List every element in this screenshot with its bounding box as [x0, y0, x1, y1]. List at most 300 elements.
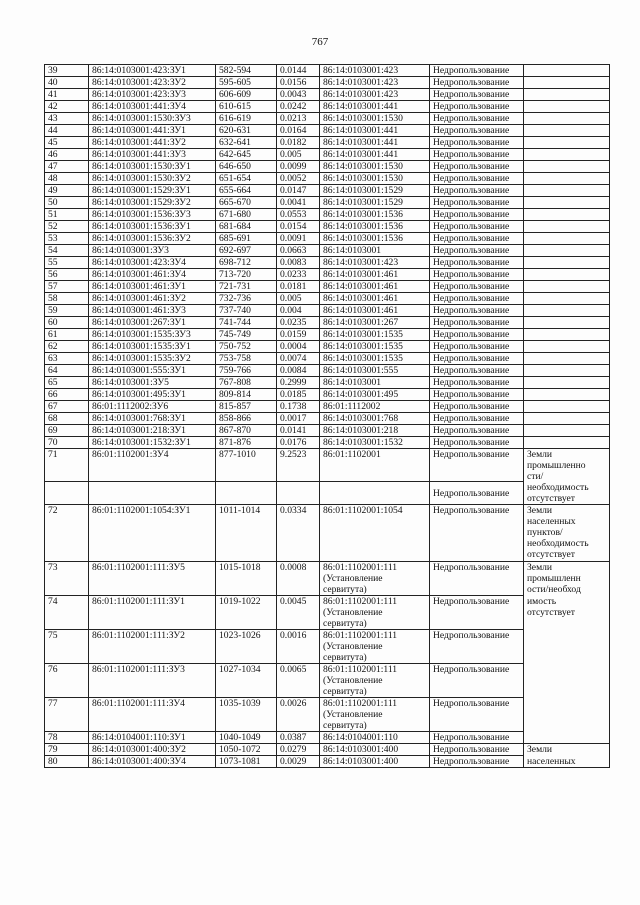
plot-area: 0.0099: [277, 161, 320, 173]
cadastral-number: 86:14:0103001:267: [320, 317, 430, 329]
row-number: 53: [45, 233, 89, 245]
table-row: [45, 269, 610, 281]
land-category: Земли промышленн ости/необход: [524, 562, 610, 596]
plot-area: 0.0084: [277, 365, 320, 377]
plot-area: 0.005: [277, 293, 320, 305]
plot-area: 0.0026: [277, 698, 320, 732]
table-row: [45, 197, 610, 209]
usage-type: Недропользование: [430, 562, 524, 596]
row-number: 54: [45, 245, 89, 257]
plot-id: 86:14:0103001:ЗУ3: [89, 245, 216, 257]
point-range: 692-697: [216, 245, 277, 257]
point-range: 610-615: [216, 101, 277, 113]
table-row: [45, 305, 610, 317]
plot-area: 0.0176: [277, 437, 320, 449]
plot-id: 86:14:0103001:1535:ЗУ1: [89, 341, 216, 353]
table-row: [45, 756, 610, 768]
land-category: [524, 137, 610, 149]
plot-area: 0.0156: [277, 77, 320, 89]
table-row: [45, 233, 610, 245]
point-range: 1019-1022: [216, 596, 277, 630]
plot-id: 86:14:0103001:768:ЗУ1: [89, 413, 216, 425]
usage-type: Недропользование: [430, 413, 524, 425]
usage-type: Недропользование: [430, 437, 524, 449]
land-category: [524, 77, 610, 89]
point-range: 1040-1049: [216, 732, 277, 744]
point-range: 732-736: [216, 293, 277, 305]
land-category: [524, 281, 610, 293]
plot-id: 86:14:0103001:461:ЗУ1: [89, 281, 216, 293]
plot-id: 86:14:0103001:461:ЗУ2: [89, 293, 216, 305]
cadastral-number: 86:01:1102001:111 (Установление сервитута): [320, 562, 430, 596]
row-number: 71: [45, 449, 89, 482]
plot-id: 86:14:0103001:441:ЗУ3: [89, 149, 216, 161]
land-category: [524, 377, 610, 389]
row-number: 58: [45, 293, 89, 305]
plot-area: 0.0154: [277, 221, 320, 233]
plot-area: 0.0242: [277, 101, 320, 113]
point-range: 698-712: [216, 257, 277, 269]
land-category: [524, 305, 610, 317]
land-category: [524, 245, 610, 257]
plot-area: 0.004: [277, 305, 320, 317]
plot-id: 86:14:0103001:441:ЗУ4: [89, 101, 216, 113]
table-row: [45, 281, 610, 293]
plot-id: 86:01:1102001:ЗУ4: [89, 449, 216, 482]
cadastral-number: 86:01:1102001:111 (Установление сервитута): [320, 630, 430, 664]
land-category: [524, 221, 610, 233]
usage-type: Недропользование: [430, 185, 524, 197]
plot-id: 86:14:0103001:441:ЗУ2: [89, 137, 216, 149]
land-category: [524, 353, 610, 365]
usage-type: Недропользование: [430, 630, 524, 664]
table-row: [45, 377, 610, 389]
cadastral-number: 86:14:0103001:1535: [320, 341, 430, 353]
table-row: [45, 401, 610, 413]
table-row: [45, 293, 610, 305]
point-range: 871-876: [216, 437, 277, 449]
plot-area: 0.0091: [277, 233, 320, 245]
plot-id: 86:14:0103001:1535:ЗУ3: [89, 329, 216, 341]
row-number: 74: [45, 596, 89, 630]
cadastral-number: 86:14:0103001:1535: [320, 353, 430, 365]
row-number: 44: [45, 125, 89, 137]
cadastral-number: 86:14:0103001: [320, 245, 430, 257]
plot-area: 0.0235: [277, 317, 320, 329]
plot-area: 0.0181: [277, 281, 320, 293]
cadastral-number: 86:14:0103001:495: [320, 389, 430, 401]
point-range: 642-645: [216, 149, 277, 161]
cadastral-number: 86:14:0103001:400: [320, 744, 430, 756]
usage-type: Недропользование: [430, 732, 524, 744]
land-category: [524, 89, 610, 101]
point-range: 651-654: [216, 173, 277, 185]
point-range: 1035-1039: [216, 698, 277, 732]
point-range: 1073-1081: [216, 756, 277, 768]
row-number: 59: [45, 305, 89, 317]
plot-area: 0.0017: [277, 413, 320, 425]
land-category: [524, 389, 610, 401]
plot-id: 86:01:1112002:ЗУ6: [89, 401, 216, 413]
point-range: 809-814: [216, 389, 277, 401]
row-number: 52: [45, 221, 89, 233]
cadastral-number: 86:14:0103001: [320, 377, 430, 389]
land-category: [524, 437, 610, 449]
plot-area: 0.0141: [277, 425, 320, 437]
point-range: 595-605: [216, 77, 277, 89]
plot-area: 0.0016: [277, 630, 320, 664]
plot-area: 0.0045: [277, 596, 320, 630]
usage-type: Недропользование: [430, 101, 524, 113]
cadastral-number: 86:14:0103001:461: [320, 305, 430, 317]
plot-area: 0.0041: [277, 197, 320, 209]
cadastral-number: 86:14:0103001:1535: [320, 329, 430, 341]
plot-id: 86:14:0103001:400:ЗУ2: [89, 744, 216, 756]
plot-area: 0.0553: [277, 209, 320, 221]
plot-id: 86:14:0103001:ЗУ5: [89, 377, 216, 389]
usage-type: Недропользование: [430, 257, 524, 269]
table-row: [45, 744, 610, 756]
table-row: [45, 257, 610, 269]
cadastral-number: 86:14:0103001:461: [320, 269, 430, 281]
land-category: Земли населенных пунктов/ необходимость отсутствует: [524, 505, 610, 562]
cadastral-number: 86:14:0103001:461: [320, 281, 430, 293]
usage-type: Недропользование: [430, 389, 524, 401]
plot-area: 0.0029: [277, 756, 320, 768]
row-number: 48: [45, 173, 89, 185]
cadastral-number: 86:01:1102001: [320, 449, 430, 482]
cadastral-number: 86:14:0103001:1530: [320, 113, 430, 125]
page-number: 767: [311, 36, 329, 48]
cadastral-number: 86:14:0103001:441: [320, 125, 430, 137]
point-range: 815-857: [216, 401, 277, 413]
row-number: 46: [45, 149, 89, 161]
plot-id: 86:14:0103001:1532:ЗУ1: [89, 437, 216, 449]
row-number: 56: [45, 269, 89, 281]
plot-area: 0.2999: [277, 377, 320, 389]
usage-type: Недропользование: [430, 89, 524, 101]
row-number: 77: [45, 698, 89, 732]
plot-area: 0.0147: [277, 185, 320, 197]
cadastral-number: 86:01:1102001:111 (Установление сервитута): [320, 596, 430, 630]
cadastral-number: 86:14:0103001:1530: [320, 161, 430, 173]
row-number: 62: [45, 341, 89, 353]
plot-area: 0.0083: [277, 257, 320, 269]
plot-id: 86:01:1102001:111:ЗУ1: [89, 596, 216, 630]
point-range: 606-609: [216, 89, 277, 101]
land-category: [524, 233, 610, 245]
point-range: 1011-1014: [216, 505, 277, 562]
plot-id: 86:14:0103001:1530:ЗУ3: [89, 113, 216, 125]
point-range: 582-594: [216, 65, 277, 77]
usage-type: Недропользование: [430, 425, 524, 437]
table-row: [45, 89, 610, 101]
usage-type: Недропользование: [430, 269, 524, 281]
point-range: 681-684: [216, 221, 277, 233]
table-row: [45, 562, 610, 596]
table-row: [45, 341, 610, 353]
point-range: 721-731: [216, 281, 277, 293]
plot-id: 86:14:0103001:1529:ЗУ1: [89, 185, 216, 197]
usage-type: Недропользование: [430, 293, 524, 305]
land-category: [524, 149, 610, 161]
point-range: 671-680: [216, 209, 277, 221]
usage-type: Недропользование: [430, 221, 524, 233]
land-category: [524, 161, 610, 173]
point-range: 616-619: [216, 113, 277, 125]
usage-type: Недропользование: [430, 365, 524, 377]
plot-id: 86:01:1102001:111:ЗУ2: [89, 630, 216, 664]
row-number: 69: [45, 425, 89, 437]
row-number: 51: [45, 209, 89, 221]
row-number: 68: [45, 413, 89, 425]
plot-id: 86:01:1102001:1054:ЗУ1: [89, 505, 216, 562]
plot-id: 86:14:0103001:400:ЗУ4: [89, 756, 216, 768]
point-range: 646-650: [216, 161, 277, 173]
usage-type: Недропользование: [430, 245, 524, 257]
row-number: 47: [45, 161, 89, 173]
plot-area: 0.0663: [277, 245, 320, 257]
row-number: 79: [45, 744, 89, 756]
row-number: 41: [45, 89, 89, 101]
land-category: [524, 401, 610, 413]
land-category: [524, 185, 610, 197]
plot-id: 86:14:0103001:423:ЗУ4: [89, 257, 216, 269]
plot-id: 86:14:0103001:441:ЗУ1: [89, 125, 216, 137]
usage-type: Недропользование: [430, 756, 524, 768]
cadastral-number: 86:14:0103001:441: [320, 137, 430, 149]
usage-type: Недропользование: [430, 744, 524, 756]
table-row: [45, 101, 610, 113]
usage-type: Недропользование: [430, 197, 524, 209]
plot-id: 86:01:1102001:111:ЗУ5: [89, 562, 216, 596]
row-number: 49: [45, 185, 89, 197]
land-category: [524, 425, 610, 437]
point-range: 737-740: [216, 305, 277, 317]
usage-type: Недропользование: [430, 209, 524, 221]
land-category: [524, 365, 610, 377]
point-range: 741-744: [216, 317, 277, 329]
plot-area: 0.0043: [277, 89, 320, 101]
land-plot-table-container: [44, 64, 609, 768]
point-range: 1050-1072: [216, 744, 277, 756]
row-number: 55: [45, 257, 89, 269]
cadastral-number: 86:01:1102001:1054: [320, 505, 430, 562]
table-row: [45, 329, 610, 341]
table-row: [45, 77, 610, 89]
land-plot-table: [44, 64, 610, 768]
plot-area: 0.0233: [277, 269, 320, 281]
plot-area: 0.0387: [277, 732, 320, 744]
table-row: [45, 437, 610, 449]
plot-id: 86:14:0103001:1530:ЗУ2: [89, 173, 216, 185]
usage-type: Недропользование: [430, 698, 524, 732]
point-range: 759-766: [216, 365, 277, 377]
land-category: Земли: [524, 744, 610, 756]
point-range: 632-641: [216, 137, 277, 149]
usage-type: Недропользование: [430, 149, 524, 161]
plot-id: 86:14:0103001:1536:ЗУ2: [89, 233, 216, 245]
table-row: [45, 596, 610, 630]
cadastral-number: 86:14:0103001:1536: [320, 221, 430, 233]
land-category: [524, 329, 610, 341]
plot-area: 0.0074: [277, 353, 320, 365]
usage-type: Недропользование: [430, 401, 524, 413]
usage-type: Недропользование: [430, 233, 524, 245]
point-range: 1027-1034: [216, 664, 277, 698]
table-row: [45, 161, 610, 173]
plot-id: 86:14:0103001:218:ЗУ1: [89, 425, 216, 437]
plot-area: 0.0004: [277, 341, 320, 353]
point-range: 655-664: [216, 185, 277, 197]
usage-type: Недропользование: [430, 317, 524, 329]
point-range: 750-752: [216, 341, 277, 353]
cadastral-number: 86:14:0103001:441: [320, 101, 430, 113]
table-row: [45, 221, 610, 233]
table-row: [45, 505, 610, 562]
row-number: 63: [45, 353, 89, 365]
point-range: 877-1010: [216, 449, 277, 482]
row-number: 57: [45, 281, 89, 293]
usage-type: Недропользование: [430, 353, 524, 365]
cadastral-number: 86:14:0103001:423: [320, 65, 430, 77]
land-category: [524, 293, 610, 305]
cadastral-number: 86:14:0103001:1529: [320, 197, 430, 209]
table-row: [45, 413, 610, 425]
plot-id: 86:14:0104001:110:ЗУ1: [89, 732, 216, 744]
usage-type: Недропользование: [430, 482, 524, 505]
plot-area: 0.005: [277, 149, 320, 161]
row-number: 75: [45, 630, 89, 664]
cadastral-number: 86:01:1102001:111 (Установление сервитута): [320, 698, 430, 732]
row-number: 39: [45, 65, 89, 77]
land-category: [524, 125, 610, 137]
plot-id: 86:14:0103001:423:ЗУ1: [89, 65, 216, 77]
usage-type: Недропользование: [430, 113, 524, 125]
land-category: [524, 209, 610, 221]
row-number: 40: [45, 77, 89, 89]
plot-id: 86:14:0103001:1536:ЗУ1: [89, 221, 216, 233]
point-range: 713-720: [216, 269, 277, 281]
plot-id: 86:14:0103001:1535:ЗУ2: [89, 353, 216, 365]
plot-area: 0.0159: [277, 329, 320, 341]
land-category: имость отсутствует: [524, 596, 610, 630]
usage-type: Недропользование: [430, 341, 524, 353]
cadastral-number: 86:14:0103001:423: [320, 89, 430, 101]
plot-id: 86:14:0103001:1536:ЗУ3: [89, 209, 216, 221]
table-row: [45, 245, 610, 257]
point-range: 1015-1018: [216, 562, 277, 596]
plot-id: 86:14:0103001:495:ЗУ1: [89, 389, 216, 401]
plot-area: 0.0052: [277, 173, 320, 185]
cadastral-number: 86:14:0104001:110: [320, 732, 430, 744]
plot-area: 0.0065: [277, 664, 320, 698]
point-range: 745-749: [216, 329, 277, 341]
plot-id: 86:14:0103001:461:ЗУ4: [89, 269, 216, 281]
cadastral-number: 86:14:0103001:423: [320, 77, 430, 89]
usage-type: Недропользование: [430, 377, 524, 389]
table-row: [45, 664, 610, 698]
row-number: 67: [45, 401, 89, 413]
point-range: 685-691: [216, 233, 277, 245]
land-category: [524, 317, 610, 329]
land-category: [524, 197, 610, 209]
plot-area: 0.0185: [277, 389, 320, 401]
table-body: [45, 65, 610, 768]
row-number: 42: [45, 101, 89, 113]
row-number: 64: [45, 365, 89, 377]
row-number: 65: [45, 377, 89, 389]
cadastral-number: 86:14:0103001:218: [320, 425, 430, 437]
cadastral-number: 86:14:0103001:1529: [320, 185, 430, 197]
table-row: [45, 389, 610, 401]
land-category: [524, 173, 610, 185]
cadastral-number: 86:14:0103001:1536: [320, 209, 430, 221]
cadastral-number: 86:14:0103001:423: [320, 257, 430, 269]
cadastral-number: 86:01:1102001:111 (Установление сервитута): [320, 664, 430, 698]
cadastral-number: 86:14:0103001:555: [320, 365, 430, 377]
table-row: [45, 317, 610, 329]
plot-area: 0.0008: [277, 562, 320, 596]
land-category: населенных: [524, 756, 610, 768]
point-range: 1023-1026: [216, 630, 277, 664]
usage-type: Недропользование: [430, 449, 524, 482]
table-row: [45, 65, 610, 77]
usage-type: Недропользование: [430, 77, 524, 89]
land-category: [524, 269, 610, 281]
row-number: 43: [45, 113, 89, 125]
cadastral-number: 86:14:0103001:768: [320, 413, 430, 425]
table-row: [45, 732, 610, 744]
land-category: [524, 341, 610, 353]
plot-area: 0.1738: [277, 401, 320, 413]
cadastral-number: 86:14:0103001:461: [320, 293, 430, 305]
point-range: 767-808: [216, 377, 277, 389]
row-number: 50: [45, 197, 89, 209]
table-row: [45, 125, 610, 137]
usage-type: Недропользование: [430, 281, 524, 293]
usage-type: Недропользование: [430, 596, 524, 630]
usage-type: Недропользование: [430, 161, 524, 173]
point-range: 620-631: [216, 125, 277, 137]
plot-area: 0.0164: [277, 125, 320, 137]
cadastral-number: 86:01:1112002: [320, 401, 430, 413]
row-number: 80: [45, 756, 89, 768]
usage-type: Недропользование: [430, 305, 524, 317]
cadastral-number: 86:14:0103001:1530: [320, 173, 430, 185]
land-category: [524, 113, 610, 125]
table-row: [45, 365, 610, 377]
row-number: 76: [45, 664, 89, 698]
usage-type: Недропользование: [430, 664, 524, 698]
point-range: 665-670: [216, 197, 277, 209]
plot-id: 86:01:1102001:111:ЗУ4: [89, 698, 216, 732]
usage-type: Недропользование: [430, 137, 524, 149]
row-number: 61: [45, 329, 89, 341]
row-number: 72: [45, 505, 89, 562]
table-row: [45, 353, 610, 365]
usage-type: Недропользование: [430, 505, 524, 562]
table-row: [45, 185, 610, 197]
row-number: 73: [45, 562, 89, 596]
plot-id: 86:14:0103001:423:ЗУ3: [89, 89, 216, 101]
plot-area: 0.0144: [277, 65, 320, 77]
plot-id: 86:14:0103001:555:ЗУ1: [89, 365, 216, 377]
usage-type: Недропользование: [430, 125, 524, 137]
plot-id: 86:14:0103001:267:ЗУ1: [89, 317, 216, 329]
land-category: Земли промышленно сти/ необходимость отсутствует: [524, 449, 610, 505]
cadastral-number: 86:14:0103001:1536: [320, 233, 430, 245]
